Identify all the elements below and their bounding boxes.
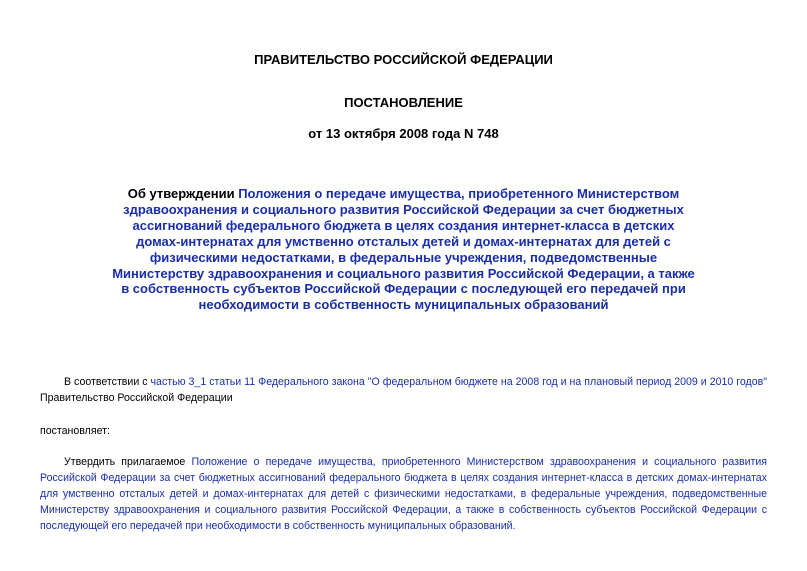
preamble-prefix: В соответствии с xyxy=(64,376,151,388)
approval-paragraph xyxy=(40,454,767,534)
issuing-authority: ПРАВИТЕЛЬСТВО РОССИЙСКОЙ ФЕДЕРАЦИИ xyxy=(254,52,553,67)
preamble-suffix: Правительство Российской Федерации xyxy=(40,392,233,404)
resolves-paragraph: постановляет: xyxy=(40,425,110,437)
regulation-title-link[interactable]: Положения о передаче имущества, приобретенного Министерством здравоохранения и социального развития Российской Федерации за счет бюджетных ассигнований федерального бюджета в целях создания интернет-класса в детских домах-интернатах для умственно отсталых детей и домах-интернатах для детей с физическими недостатками, в федеральные учреждения, подведомственные Министерству здравоохранения и социального развития Российской Федерации, а также в собственность субъектов Российской Федерации с последующей его передачей при необходимости в собственность муниципальных образований xyxy=(112,186,695,313)
federal-law-link[interactable]: частью 3_1 статьи 11 Федерального закона "О федеральном бюджете на 2008 год и на плановый период 2009 и 2010 годов" xyxy=(150,376,767,388)
document-type: ПОСТАНОВЛЕНИЕ xyxy=(344,95,463,110)
approval-prefix: Утвердить прилагаемое xyxy=(64,456,192,468)
preamble-paragraph xyxy=(40,374,767,406)
document-title xyxy=(110,186,697,313)
document-date-number: от 13 октября 2008 года N 748 xyxy=(308,126,499,141)
title-prefix: Об утверждении xyxy=(127,186,239,201)
regulation-link[interactable]: Положение о передаче имущества, приобретенного Министерством здравоохранения и социального развития Российской Федерации за счет бюджетных ассигнований федерального бюджета в целях создания интернет-класса в детских домах-интернатах для умственно отсталых детей и домах-интернатах для детей с физическими недостатками, в федеральные учреждения, подведомственные Министерству здравоохранения и социального развития Российской Федерации, а также в собственность субъектов Российской Федерации с последующей его передачей при необходимости в собственность муниципальных образований. xyxy=(40,456,767,532)
